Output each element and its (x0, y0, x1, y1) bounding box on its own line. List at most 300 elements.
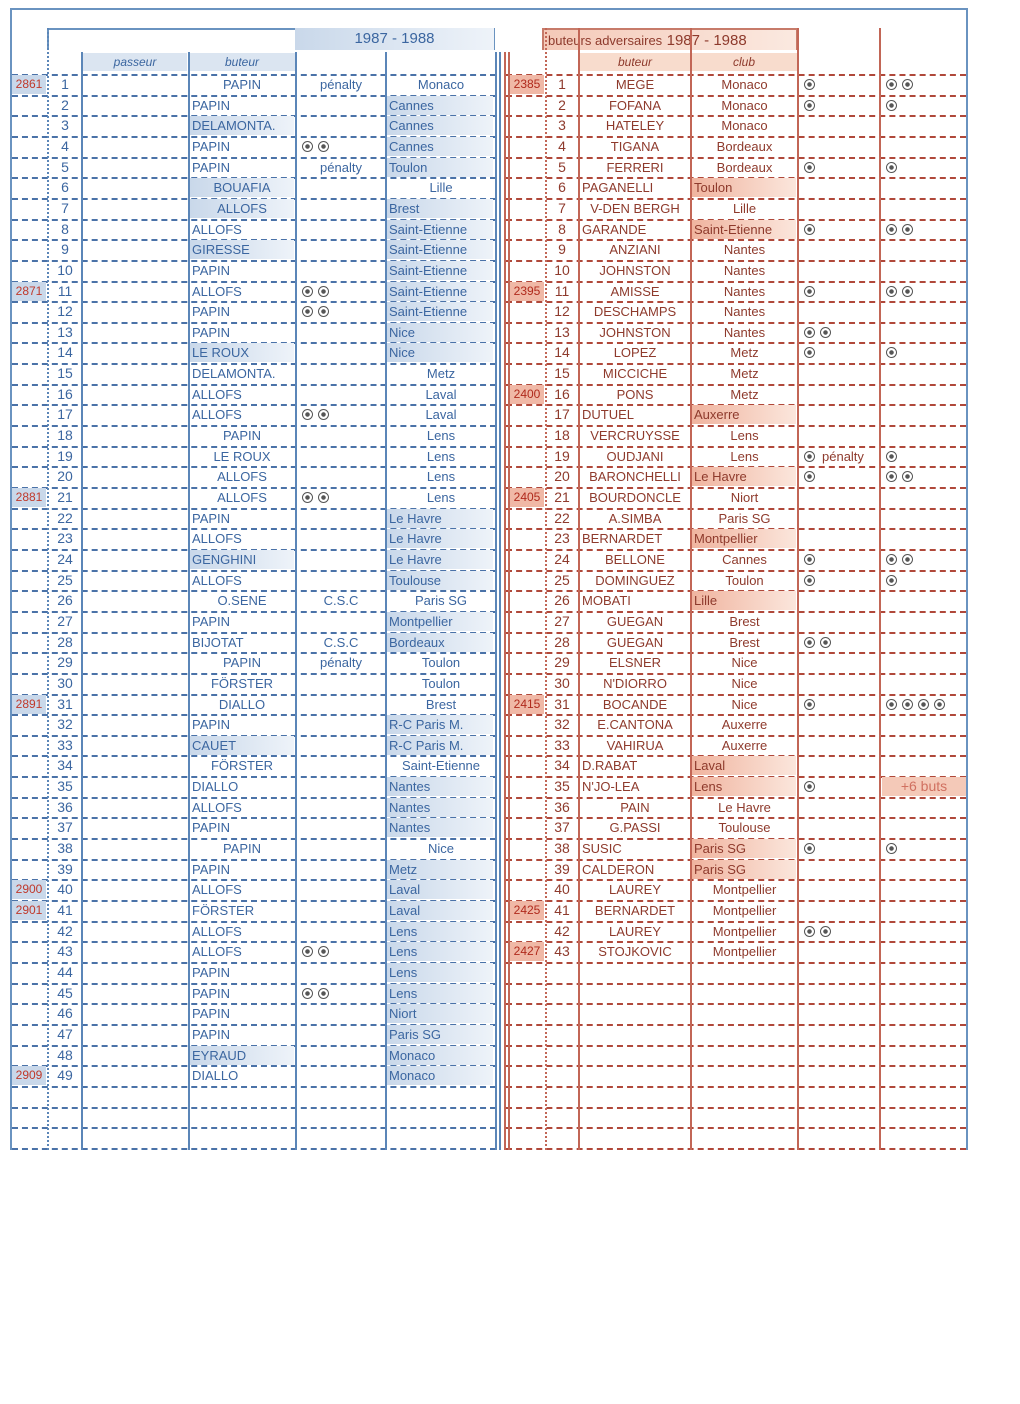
opponent-club: R-C Paris M. (387, 736, 493, 755)
football-icon (886, 286, 897, 297)
header-right-buteur: buteur (580, 53, 690, 71)
scorer-name: DIALLO (218, 696, 266, 712)
scorer-name: ALLOFS (192, 882, 242, 898)
scorer-name: GIRESSE (190, 240, 294, 259)
scorer-name: CALDERON (582, 861, 655, 877)
match-count-tag: 2861 (12, 75, 46, 94)
row-number: 23 (57, 530, 73, 547)
goals-home (804, 75, 844, 94)
row-number: 21 (57, 489, 73, 505)
opponent-club: Le Havre (387, 509, 493, 528)
goals-home (804, 282, 844, 301)
row-number: 42 (554, 922, 570, 939)
scorer-club: Metz (730, 366, 759, 382)
row-number: 34 (57, 757, 73, 774)
goals-away (886, 282, 966, 301)
scorer-name: ALLOFS (190, 199, 294, 218)
row-divider-left (12, 1107, 496, 1109)
football-icon (302, 988, 313, 999)
scorer-name: JOHNSTON (599, 324, 671, 340)
football-icon (804, 100, 815, 111)
row-number: 28 (554, 633, 570, 650)
scorer-name: LAUREY (608, 882, 662, 898)
scorer-name: OUDJANI (606, 448, 664, 464)
scorer-name: MICCICHE (602, 366, 668, 382)
match-count-tag: 2901 (12, 901, 46, 920)
scorer-name: JOHNSTON (599, 262, 671, 278)
scorer-club: Metz (730, 345, 759, 361)
table-row (0, 425, 1000, 445)
scorer-name: PAPIN (222, 428, 262, 444)
table-row (0, 859, 1000, 879)
opponent-club: Saint-Etienne (387, 220, 493, 239)
football-icon (804, 471, 815, 482)
table-row (0, 342, 1000, 362)
row-number: 49 (57, 1067, 73, 1084)
scorer-name: FERRERI (606, 159, 664, 175)
row-number: 48 (57, 1046, 73, 1063)
football-icon (902, 79, 913, 90)
table-row (0, 1045, 500, 1065)
match-count-tag: 2395 (510, 282, 544, 301)
opponent-club: Lens (426, 469, 456, 485)
goals-away (886, 220, 966, 239)
scorer-club: Lille (732, 200, 757, 216)
row-number: 39 (57, 860, 73, 877)
scorer-name: PAPIN (192, 964, 231, 980)
opponent-club: Cannes (387, 137, 493, 156)
goal-note: C.S.C (323, 593, 359, 609)
row-number: 9 (61, 241, 69, 258)
football-icon (804, 451, 815, 462)
football-icon (902, 554, 913, 565)
row-number: 33 (554, 736, 570, 753)
right-title-season: 1987 - 1988 (666, 32, 747, 49)
row-number: 47 (57, 1025, 73, 1042)
scorer-name: HATELEY (605, 118, 665, 134)
table-row (0, 1065, 500, 1085)
table-row (0, 281, 1000, 301)
scorer-name: DELAMONTA. (192, 366, 276, 382)
row-number: 4 (558, 137, 566, 154)
goals-away (886, 96, 966, 115)
scorer-name: LE ROUX (190, 343, 294, 362)
goals-away (886, 695, 966, 714)
match-count-tag: 2891 (12, 695, 46, 714)
scorer-club: Brest (729, 613, 760, 629)
scorer-club: Metz (730, 386, 759, 402)
match-count-tag: 2405 (510, 488, 544, 507)
football-icon (886, 575, 897, 586)
table-row (0, 157, 1000, 177)
match-count-tag: 2909 (12, 1066, 46, 1085)
row-number: 24 (554, 550, 570, 567)
bonus-goals: +6 buts (882, 777, 966, 796)
scorer-name: LAUREY (608, 923, 662, 939)
opponent-club: Monaco (387, 1066, 493, 1085)
football-icon (886, 100, 897, 111)
scorer-club: Lens (730, 428, 759, 444)
table-row (0, 570, 1000, 590)
opponent-club: Laval (425, 407, 457, 423)
scorer-club: Bordeaux (716, 138, 773, 154)
scorer-name: MOBATI (582, 593, 631, 609)
row-number: 19 (554, 447, 570, 464)
scorer-name: ALLOFS (192, 386, 242, 402)
table-row (0, 198, 1000, 218)
scorer-club: Monaco (721, 77, 768, 92)
scorer-name: BERNARDET (594, 903, 676, 918)
row-number: 31 (554, 695, 570, 712)
table-row (0, 508, 1000, 528)
table-row (0, 363, 1000, 383)
row-number: 3 (558, 117, 566, 134)
scorer-name: PAPIN (192, 717, 231, 733)
scorer-name: PAPIN (192, 613, 231, 629)
scorer-name: PAGANELLI (582, 180, 654, 196)
scorer-club: Cannes (722, 551, 767, 567)
table-row (0, 528, 1000, 548)
match-count-tag: 2871 (12, 282, 46, 301)
scorer-name: DESCHAMPS (593, 304, 677, 320)
scorer-name: PAPIN (192, 510, 231, 526)
row-number: 31 (57, 695, 73, 712)
football-icon (804, 79, 815, 90)
goals-away (886, 447, 966, 466)
goals-home (804, 323, 844, 342)
row-number: 41 (554, 902, 570, 918)
row-number: 24 (57, 550, 73, 567)
scorer-name: DUTUEL (582, 407, 635, 423)
row-number: 16 (57, 385, 73, 402)
scorer-name: ELSNER (608, 655, 662, 671)
row-number: 39 (554, 860, 570, 877)
goals-away (886, 839, 966, 858)
opponent-club: Metz (387, 860, 493, 879)
row-number: 12 (57, 303, 73, 320)
scorer-name: GENGHINI (190, 550, 294, 569)
match-count-tag: 2427 (510, 942, 544, 961)
match-count-tag: 2385 (510, 75, 544, 94)
row-number: 32 (554, 716, 570, 733)
row-number: 17 (57, 406, 73, 423)
scorer-club: Montpellier (692, 529, 796, 548)
football-icon (902, 224, 913, 235)
football-icon (804, 286, 815, 297)
table-row (0, 219, 1000, 239)
scorer-club: Paris SG (718, 510, 771, 526)
goals-home (804, 550, 844, 569)
row-number: 1 (61, 76, 69, 92)
opponent-club: Toulouse (387, 571, 493, 590)
table-row (0, 755, 1000, 775)
table-row (0, 941, 1000, 961)
scorer-club: Lens (730, 448, 759, 464)
opponent-club: Saint-Etienne (401, 758, 481, 774)
football-icon (886, 162, 897, 173)
scorer-name: O.SENE (217, 593, 267, 609)
scorer-club: Auxerre (692, 405, 796, 424)
opponent-club: Saint-Etienne (387, 240, 493, 259)
scorer-name: PAPIN (192, 1006, 231, 1022)
table-row (0, 1003, 500, 1023)
scorer-club: Paris SG (692, 860, 796, 879)
football-icon (804, 224, 815, 235)
table-row (0, 921, 1000, 941)
opponent-club: Toulon (421, 655, 461, 671)
scorer-club: Niort (730, 490, 759, 505)
scorer-club: Lille (692, 591, 796, 610)
scorer-name: GUEGAN (606, 634, 664, 650)
opponent-club: Metz (426, 366, 456, 382)
scorer-name: N'JO-LEA (582, 779, 640, 795)
scorer-club: Montpellier (712, 882, 777, 898)
scorer-club: Nice (731, 696, 758, 712)
table-row (0, 652, 1000, 672)
goals-away (886, 550, 966, 569)
row-number: 44 (57, 963, 73, 980)
football-icon (886, 79, 897, 90)
row-number: 5 (61, 158, 69, 175)
row-number: 19 (57, 447, 73, 464)
scorer-name: ALLOFS (192, 221, 242, 237)
scorer-name: G.PASSI (609, 820, 661, 836)
row-number: 25 (57, 571, 73, 588)
football-icon (886, 224, 897, 235)
scorer-name: BERNARDET (582, 531, 663, 547)
football-icon (804, 781, 815, 792)
table-row (0, 776, 1000, 796)
scorer-name: ALLOFS (217, 469, 267, 485)
scorer-name: FÖRSTER (192, 903, 255, 918)
scorer-name: BIJOTAT (192, 634, 244, 650)
scorer-name: ALLOFS (192, 572, 242, 588)
scorer-club: Toulon (725, 572, 764, 588)
scorer-name: PAPIN (222, 841, 262, 857)
opponent-club: Toulon (387, 158, 493, 177)
scorer-club: Paris SG (692, 839, 796, 858)
row-number: 2 (558, 96, 566, 113)
opponent-club: Lens (387, 984, 493, 1003)
opponent-club: Nice (427, 841, 454, 857)
opponent-club: Laval (387, 901, 493, 920)
scorer-name: BARONCHELLI (589, 469, 681, 485)
row-number: 8 (61, 220, 69, 237)
table-row (0, 817, 1000, 837)
scorer-name: CAUET (190, 736, 294, 755)
row-number: 40 (57, 881, 73, 898)
scorer-name: DIALLO (192, 779, 239, 795)
table-row (0, 466, 1000, 486)
row-number: 7 (61, 199, 69, 216)
football-icon (886, 843, 897, 854)
row-number: 15 (57, 365, 73, 382)
scorer-name: PAPIN (192, 262, 231, 278)
goals-home (804, 695, 844, 714)
football-icon (804, 347, 815, 358)
goals-home (804, 839, 844, 858)
table-row (0, 446, 1000, 466)
row-number: 35 (554, 778, 570, 795)
football-icon (804, 162, 815, 173)
football-icon (820, 926, 831, 937)
row-divider-right (506, 1086, 966, 1088)
row-number: 37 (57, 819, 73, 836)
row-number: 17 (554, 406, 570, 423)
opponent-club: Cannes (387, 96, 493, 115)
right-title-label: buteurs adversaires (548, 33, 663, 48)
row-number: 10 (57, 261, 73, 278)
opponent-club: Monaco (387, 1046, 493, 1065)
row-number: 36 (57, 798, 73, 815)
scorer-name: PAPIN (192, 97, 231, 113)
row-divider-right (506, 1065, 966, 1067)
opponent-club: Lens (426, 448, 456, 464)
scorer-name: E.CANTONA (597, 717, 673, 733)
table-row (0, 611, 1000, 631)
scorer-club: Le Havre (692, 467, 796, 486)
goals-home (804, 633, 844, 652)
goals-home (804, 922, 844, 941)
scorer-name: DIALLO (192, 1068, 239, 1084)
table-row (0, 301, 1000, 321)
table-row (0, 735, 1000, 755)
scorer-name: VERCRUYSSE (590, 428, 680, 444)
goals-home (804, 777, 844, 796)
scorer-name: PAPIN (222, 655, 262, 671)
row-number: 27 (554, 612, 570, 629)
scorer-name: ALLOFS (192, 923, 242, 939)
opponent-club: Le Havre (387, 550, 493, 569)
football-icon (934, 699, 945, 710)
goals-home (804, 158, 844, 177)
goals-home (804, 571, 844, 590)
scorer-name: N'DIORRO (603, 675, 667, 691)
opponent-club: Lille (429, 180, 453, 196)
table-row (0, 322, 1000, 342)
right-title (542, 28, 798, 50)
row-number: 22 (554, 509, 570, 526)
row-number: 23 (554, 530, 570, 547)
opponent-club: Laval (425, 386, 457, 402)
scorer-club: Auxerre (721, 737, 768, 753)
row-number: 13 (554, 323, 570, 340)
scorer-name: LOPEZ (613, 345, 657, 361)
scorer-name: MEGE (615, 77, 655, 92)
football-icon (804, 926, 815, 937)
goal-count (302, 984, 382, 1003)
scorer-name: ALLOFS (192, 531, 242, 547)
match-count-tag: 2415 (510, 695, 544, 714)
row-number: 7 (558, 199, 566, 216)
table-row (0, 95, 1000, 115)
table-row (0, 136, 1000, 156)
row-divider-right (506, 983, 966, 985)
match-count-tag: 2900 (12, 880, 46, 899)
opponent-club: R-C Paris M. (387, 715, 493, 734)
scorer-club: Nantes (723, 262, 766, 278)
goals-away (886, 343, 966, 362)
row-number: 30 (57, 674, 73, 691)
row-number: 11 (554, 282, 570, 299)
row-number: 28 (57, 633, 73, 650)
opponent-club: Saint-Etienne (387, 282, 493, 301)
scorer-club: Auxerre (721, 717, 768, 733)
scorer-club: Nantes (723, 304, 766, 320)
row-number: 41 (57, 902, 73, 918)
row-number: 35 (57, 778, 73, 795)
row-number: 32 (57, 716, 73, 733)
opponent-club: Brest (387, 199, 493, 218)
match-count-tag: 2425 (510, 901, 544, 920)
football-icon (820, 637, 831, 648)
scorer-club: Nantes (723, 283, 766, 299)
row-number: 9 (558, 241, 566, 258)
table-row (0, 879, 1000, 899)
scorer-name: PAIN (620, 799, 650, 815)
table-row (0, 384, 1000, 404)
football-icon (318, 988, 329, 999)
row-number: 21 (554, 489, 570, 505)
football-icon (804, 554, 815, 565)
scorer-club: Laval (692, 756, 796, 775)
scorer-club: Brest (729, 634, 760, 650)
row-divider-right (506, 1148, 966, 1150)
scorer-name: D.RABAT (582, 758, 638, 774)
row-number: 4 (61, 137, 69, 154)
scorer-club: Monaco (721, 97, 768, 113)
table-row (0, 838, 1000, 858)
table-row (0, 962, 500, 982)
row-number: 6 (558, 179, 566, 196)
scorer-name: GARANDE (582, 221, 647, 237)
opponent-club: Laval (387, 880, 493, 899)
row-number: 26 (554, 592, 570, 609)
football-icon (886, 554, 897, 565)
scorer-name: PAPIN (192, 1026, 231, 1042)
football-icon (902, 699, 913, 710)
scorer-club: Toulon (692, 178, 796, 197)
header-right-club: club (691, 53, 797, 71)
scorer-club: Saint-Etienne (692, 220, 796, 239)
scorer-name: ALLOFS (192, 407, 242, 423)
opponent-club: Brest (425, 696, 457, 712)
opponent-club: Nice (387, 323, 493, 342)
football-icon (804, 637, 815, 648)
table-row (0, 115, 1000, 135)
table-row (0, 983, 500, 1003)
goal-note: pénalty (822, 448, 864, 464)
goals-away (886, 571, 966, 590)
row-number: 3 (61, 117, 69, 134)
opponent-club: Lens (387, 963, 493, 982)
goals-away (886, 158, 966, 177)
scorer-club: Toulouse (718, 820, 771, 836)
opponent-club: Montpellier (387, 612, 493, 631)
goals-away (886, 75, 966, 94)
row-number: 43 (554, 943, 570, 960)
scorer-name: GUEGAN (606, 613, 664, 629)
row-number: 26 (57, 592, 73, 609)
row-number: 45 (57, 984, 73, 1001)
row-number: 12 (554, 303, 570, 320)
scorer-club: Le Havre (718, 799, 771, 815)
row-divider-left (12, 1148, 496, 1150)
scorer-name: ALLOFS (192, 283, 242, 299)
row-divider-right (506, 1024, 966, 1026)
row-number: 13 (57, 323, 73, 340)
scorer-name: PAPIN (222, 77, 262, 92)
